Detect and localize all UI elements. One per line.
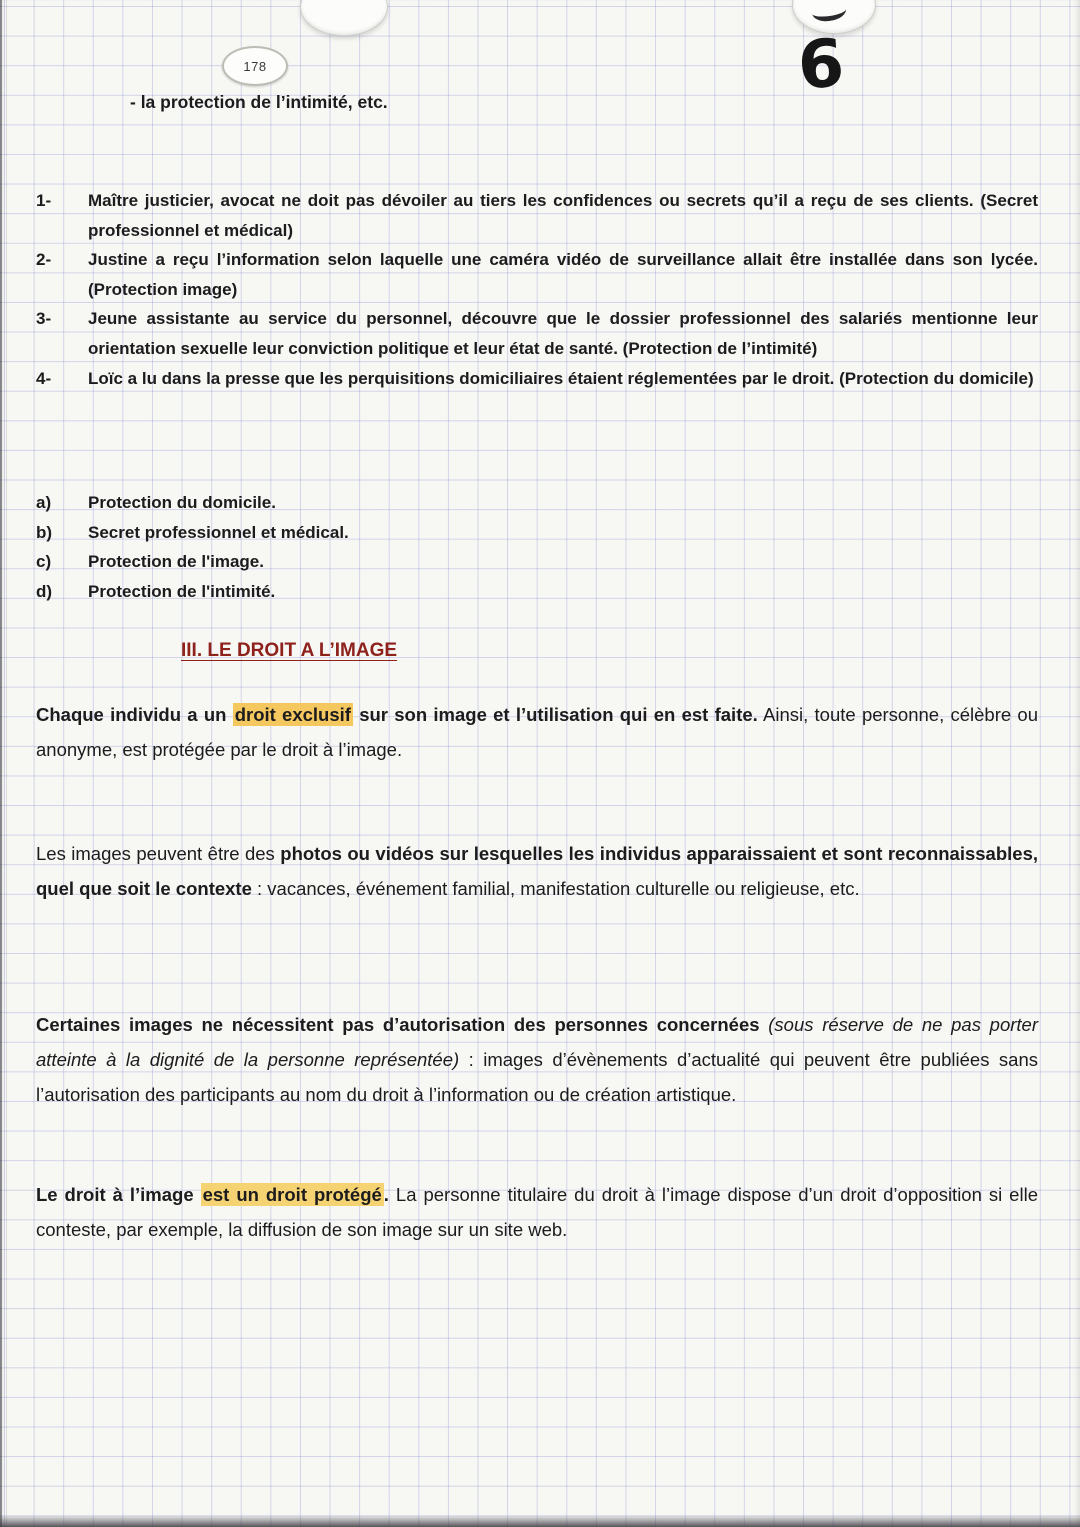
case-number: 3- (36, 309, 52, 329)
paragraph-text: Le droit à l’image (36, 1184, 201, 1205)
case-number: 4- (36, 368, 52, 388)
paragraph-text: Certaines images ne nécessitent pas d’autorisation des personnes concernées (36, 1014, 769, 1035)
paragraph-text: sur son image et l’utilisation qui en est faite. (352, 704, 758, 725)
case-number: 2- (36, 250, 52, 270)
paragraph-text-italic: (sous réserve de ne pas porter atteinte à la dignité de la personne représentée) (36, 1014, 1038, 1070)
case-item (36, 245, 1038, 304)
case-number: 1- (36, 191, 52, 210)
case-item (36, 186, 1038, 245)
paragraph-text: : vacances, événement familial, manifestation culturelle ou religieuse, etc. (251, 878, 860, 899)
option-letter: a) (36, 493, 52, 512)
paragraph-text: : images d’évènements d’actualité qui peuvent être publiées sans l’autorisation des participants au nom du droit à l’information ou de création artistique. (36, 1049, 1038, 1105)
highlighted-text: droit exclusif (234, 704, 351, 725)
paragraph-droit-exclusif (36, 697, 1038, 767)
option-item (36, 488, 1038, 518)
option-letter: c) (36, 552, 52, 572)
paragraph-images-photos-videos (36, 836, 1038, 906)
case-text: Justine a reçu l’information selon laquelle une caméra vidéo de surveillance allait être installée dans son lycée. (Protection image) (88, 250, 1038, 299)
paragraph-text: Les images peuvent être des (36, 843, 281, 864)
paragraph-autorisation (36, 1007, 1038, 1112)
option-item (36, 547, 1038, 577)
case-item (36, 364, 1038, 394)
option-text: Protection de l'image. (88, 552, 264, 572)
case-text: Loïc a lu dans la presse que les perquisitions domiciliaires étaient réglementées par le droit. (Protection du domicile) (88, 368, 1034, 388)
scan-left-edge-faint (6, 0, 7, 1527)
handwritten-page-number: 6 (795, 24, 847, 105)
highlighted-text: est un droit protégé (202, 1184, 382, 1205)
paragraph-text: . (383, 1184, 396, 1205)
paragraph-text: Ainsi, toute personne, célèbre ou anonyme, est protégée par le droit à l’image. (36, 704, 1039, 760)
section-heading: III. LE DROIT A L’IMAGE (181, 640, 398, 661)
punch-hole-left (300, 0, 388, 36)
scan-bottom-edge (0, 1516, 1080, 1527)
option-text: Protection de l'intimité. (88, 581, 276, 601)
intro-line: - la protection de l’intimité, etc. (130, 92, 388, 112)
option-text: Protection du domicile. (88, 493, 276, 512)
scan-left-edge (0, 0, 2, 1527)
option-item (36, 577, 1038, 607)
paragraph-text: photos ou vidéos sur lesquelles les individus apparaissaient et sont reconnaissables, quel que soit le contexte (36, 843, 1038, 899)
case-text: Jeune assistante au service du personnel, découvre que le dossier professionnel des salariés mentionne leur orientation sexuelle leur conviction politique et leur état de santé. (Protection de l’intimité) (88, 309, 1038, 358)
option-item (36, 518, 1038, 548)
case-item (36, 304, 1038, 363)
page-sticker: 178 (222, 46, 288, 86)
option-letter: d) (36, 581, 53, 601)
case-text: Maître justicier, avocat ne doit pas dévoiler au tiers les confidences ou secrets qu’il a reçu de ses clients. (Secret professionnel et médical) (88, 191, 1038, 240)
paragraph-text: Chaque individu a un (36, 704, 233, 725)
case-list (36, 186, 1038, 393)
paragraph-droit-protege (36, 1177, 1038, 1247)
paragraph-text: La personne titulaire du droit à l’image dispose d’un droit d’opposition si elle conteste, par exemple, la diffusion de son image sur un site web. (36, 1184, 1038, 1240)
option-text: Secret professionnel et médical. (88, 522, 349, 542)
option-letter: b) (36, 522, 53, 542)
answer-options (36, 488, 1038, 606)
